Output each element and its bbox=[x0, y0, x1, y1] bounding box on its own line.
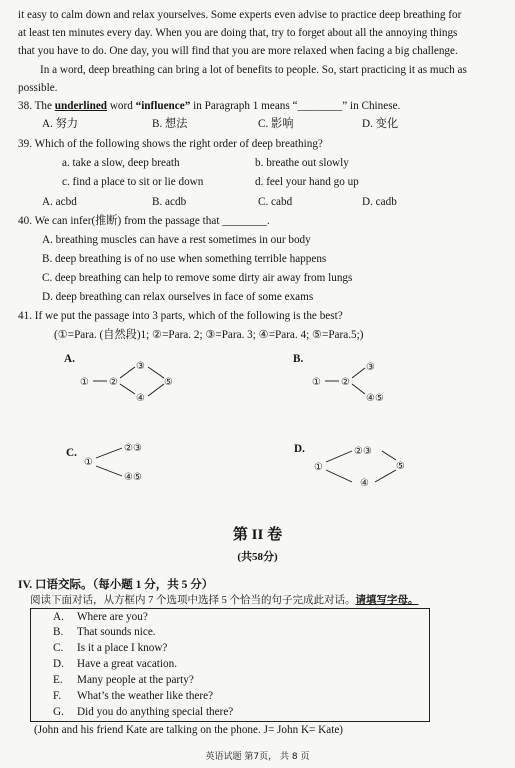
choice-row bbox=[53, 611, 148, 623]
q40-option-d: D. deep breathing can relax ourselves in face of some exams bbox=[42, 291, 314, 303]
choice-text: Is it a place I know? bbox=[77, 642, 168, 654]
choice-row bbox=[53, 706, 233, 718]
dialogue-context: (John and his friend Kate are talking on the phone. J= John K= Kate) bbox=[34, 724, 344, 736]
diagram-b bbox=[308, 356, 398, 408]
section-subtitle: (共58分) bbox=[237, 551, 278, 563]
diagram-b-node-45: ④⑤ bbox=[366, 393, 384, 404]
passage-line: at least ten minutes every day. When you are doing that, try to forget about all the annoying things bbox=[18, 27, 458, 39]
q38-number: 38. The bbox=[18, 100, 55, 112]
choice-row bbox=[53, 626, 156, 638]
choices-box bbox=[30, 608, 430, 722]
choice-text: Have a great vacation. bbox=[77, 658, 178, 670]
q38-option-a: A. 努力 bbox=[42, 118, 79, 130]
q38-underlined-word: underlined bbox=[54, 100, 108, 112]
q39-step-b: b. breathe out slowly bbox=[255, 157, 349, 169]
choice-row bbox=[53, 642, 167, 654]
choice-key: G. bbox=[53, 706, 64, 718]
diagram-d-node-4: ④ bbox=[360, 478, 369, 489]
diagram-a-node-5: ⑤ bbox=[164, 377, 173, 388]
diagram-d-label: D. bbox=[294, 443, 305, 455]
q39-option-b: B. acdb bbox=[152, 196, 187, 208]
passage-line: In a word, deep breathing can bring a lot of benefits to people. So, start practicing it as much as bbox=[40, 64, 467, 76]
diagram-b-node-1: ① bbox=[312, 377, 321, 388]
part4-instruction-text: 阅读下面对话，从方框内 7 个选项中选择 5 个恰当的句子完成此对话。 bbox=[30, 595, 356, 606]
q40-option-c: C. deep breathing can help to remove some dirty air away from lungs bbox=[42, 272, 353, 284]
q39-step-c: c. find a place to sit or lie down bbox=[62, 176, 204, 188]
page-footer: 英语试题 第7页， 共 8 页 bbox=[205, 752, 310, 762]
diagram-c-label: C. bbox=[66, 447, 77, 459]
q38-option-d: D. 变化 bbox=[362, 118, 399, 130]
choice-text: Where are you? bbox=[77, 611, 148, 623]
part4-instruction bbox=[30, 594, 419, 608]
diagram-d bbox=[310, 440, 420, 492]
choice-key: A. bbox=[53, 611, 64, 623]
choice-key: C. bbox=[53, 642, 64, 654]
diagram-a-node-1: ① bbox=[80, 377, 89, 388]
choice-text: What’s the weather like there? bbox=[77, 690, 214, 702]
q38-option-b: B. 想法 bbox=[152, 118, 188, 130]
diagram-c bbox=[82, 438, 172, 488]
diagram-b-label: B. bbox=[293, 353, 304, 365]
choice-text: That sounds nice. bbox=[77, 626, 156, 638]
diagram-d-node-1: ① bbox=[314, 462, 323, 473]
diagram-a bbox=[76, 356, 186, 408]
part4-heading: IV. 口语交际。（每小题 1 分，共 5 分） bbox=[18, 579, 214, 591]
diagram-b-node-2: ② bbox=[341, 377, 350, 388]
q39-option-a: A. acbd bbox=[42, 196, 77, 208]
q38-quoted-word: “influence” bbox=[135, 100, 191, 112]
passage-line: possible. bbox=[18, 82, 58, 94]
q39-step-d: d. feel your hand go up bbox=[255, 176, 359, 188]
diagram-c-node-45: ④⑤ bbox=[124, 472, 142, 483]
part4-instruction-emphasis: 请填写字母。 bbox=[355, 595, 419, 606]
choice-key: D. bbox=[53, 658, 64, 670]
choice-row bbox=[53, 674, 194, 686]
q39-option-c: C. cabd bbox=[258, 196, 293, 208]
q38-option-c: C. 影响 bbox=[258, 118, 294, 130]
diagram-a-node-4: ④ bbox=[136, 393, 145, 404]
choice-key: B. bbox=[53, 626, 64, 638]
q40-option-b: B. deep breathing is of no use when something terrible happens bbox=[42, 253, 327, 265]
passage-line: that you have to do. One day, you will find that you are more relaxed when facing a big challenge. bbox=[18, 45, 458, 57]
diagram-a-label: A. bbox=[64, 353, 75, 365]
question-38 bbox=[18, 99, 400, 113]
question-39: 39. Which of the following shows the right order of deep breathing? bbox=[18, 138, 323, 150]
diagram-d-node-23: ②③ bbox=[354, 446, 372, 457]
choice-row bbox=[53, 658, 177, 670]
choice-key: E. bbox=[53, 674, 63, 686]
diagram-c-node-23: ②③ bbox=[124, 443, 142, 454]
passage-line: it easy to calm down and relax yourselves. Some experts even advise to practice deep breathing for bbox=[18, 9, 462, 21]
q39-step-a: a. take a slow, deep breath bbox=[62, 157, 180, 169]
choice-text: Did you do anything special there? bbox=[77, 706, 234, 718]
diagram-a-node-2: ② bbox=[109, 377, 118, 388]
question-41: 41. If we put the passage into 3 parts, which of the following is the best? bbox=[18, 310, 343, 322]
choice-key: F. bbox=[53, 690, 62, 702]
q38-mid: word bbox=[107, 100, 136, 112]
q39-option-d: D. cadb bbox=[362, 196, 397, 208]
question-40: 40. We can infer(推断) from the passage that ________. bbox=[18, 215, 270, 227]
diagram-d-node-5: ⑤ bbox=[396, 461, 405, 472]
diagram-c-node-1: ① bbox=[84, 457, 93, 468]
choice-row bbox=[53, 690, 213, 702]
q41-legend: (①=Para. (自然段)1; ②=Para. 2; ③=Para. 3; ④=Para. 4; ⑤=Para.5;) bbox=[54, 329, 364, 341]
q40-option-a: A. breathing muscles can have a rest sometimes in our body bbox=[42, 234, 311, 246]
q38-rest: in Paragraph 1 means “________” in Chinese. bbox=[190, 100, 401, 112]
diagram-b-node-3: ③ bbox=[366, 362, 375, 373]
section-title: 第 II 卷 bbox=[232, 527, 283, 543]
diagram-a-node-3: ③ bbox=[136, 361, 145, 372]
choice-text: Many people at the party? bbox=[77, 674, 194, 686]
